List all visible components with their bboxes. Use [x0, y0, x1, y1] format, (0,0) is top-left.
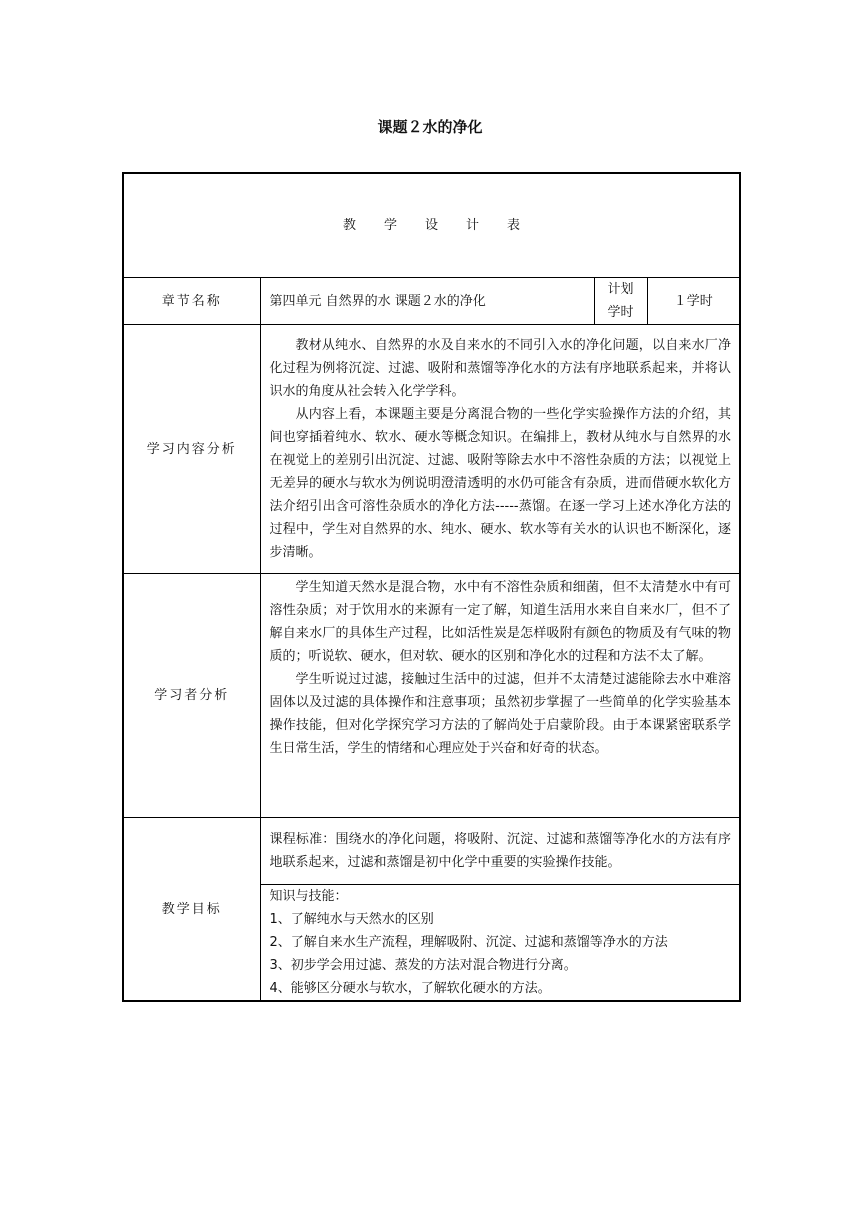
chapter-value: 第四单元 自然界的水 课题２水的净化 [260, 278, 594, 325]
learner-paragraph-2: 学生听说过过滤，接触过生活中的过滤，但并不太清楚过滤能除去水中难溶固体以及过滤的具体操作和注意事项；虽然初步掌握了一些简单的化学实验基本操作技能，但对化学探究学习方法的了解尚处于启蒙阶段。由于本课紧密联系学生日常生活，学生的情绪和心理应处于兴奋和好奇的状态。 [269, 672, 732, 756]
plan-hours-value: １学时 [647, 278, 740, 325]
knowledge-skills-cell [260, 885, 740, 1002]
knowledge-item: 3、初步学会用过滤、蒸发的方法对混合物进行分离。 [269, 958, 577, 973]
content-paragraph-2: 从内容上看，本课题主要是分离混合物的一些化学实验操作方法的介绍，其间也穿插着纯水、软水、硬水等概念知识。在编排上，教材从纯水与自然界的水在视觉上的差别引出沉淀、过滤、吸附等除去水中不溶性杂质的方法；以视觉上无差异的硬水与软水为例说明澄清透明的水仍可能含有杂质，进而借硬水软化方法介绍引出含可溶性杂质水的净化方法-----蒸馏。在逐一学习上述水净化方法的过程中，学生对自然界的水、纯水、硬水、软水等有关水的认识也不断深化，逐步清晰。 [269, 407, 732, 560]
learner-analysis-label: 学习者分析 [123, 574, 260, 818]
plan-label-line-1: 计划 [607, 282, 634, 297]
plan-label-line-2: 学时 [607, 305, 634, 320]
teaching-goals-label: 教学目标 [123, 818, 260, 1002]
learner-paragraph-1: 学生知道天然水是混合物，水中有不溶性杂质和细菌，但不太清楚水中有可溶性杂质；对于饮用水的来源有一定了解，知道生活用水来自自来水厂，但不了解自来水厂的具体生产过程，比如活性炭是怎样吸附有颜色的物质及有气味的物质的；听说软、硬水，但对软、硬水的区别和净化水的过程和方法不太了解。 [269, 580, 732, 664]
knowledge-item: 4、能够区分硬水与软水，了解软化硬水的方法。 [269, 981, 551, 996]
content-analysis-row [123, 325, 740, 574]
goals-standard-row [123, 818, 740, 885]
content-paragraph-1: 教材从纯水、自然界的水及自来水的不同引入水的净化问题，以自来水厂净化过程为例将沉淀、过滤、吸附和蒸馏等净化水的方法有序地联系起来，并将认识水的角度从社会转入化学学科。 [269, 338, 732, 399]
content-analysis-text [260, 325, 740, 574]
curriculum-standard-text: 课程标准：围绕水的净化问题，将吸附、沉淀、过滤和蒸馏等净化水的方法有序地联系起来，过滤和蒸馏是初中化学中重要的实验操作技能。 [260, 818, 740, 885]
knowledge-heading: 知识与技能： [269, 889, 348, 904]
teaching-design-table [122, 172, 741, 1002]
plan-hours-label [594, 278, 647, 325]
chapter-label: 章节名称 [123, 278, 260, 325]
banner-row [123, 173, 740, 278]
chapter-row [123, 278, 740, 325]
learner-analysis-row [123, 574, 740, 818]
document-title: 课题２水的净化 [377, 118, 483, 136]
table-banner: 教学设计表 [123, 173, 740, 278]
learner-analysis-text [260, 574, 740, 818]
knowledge-item: 2、了解自来水生产流程，理解吸附、沉淀、过滤和蒸馏等净水的方法 [269, 935, 668, 950]
content-analysis-label: 学习内容分析 [123, 325, 260, 574]
knowledge-item: 1、了解纯水与天然水的区别 [269, 912, 434, 927]
